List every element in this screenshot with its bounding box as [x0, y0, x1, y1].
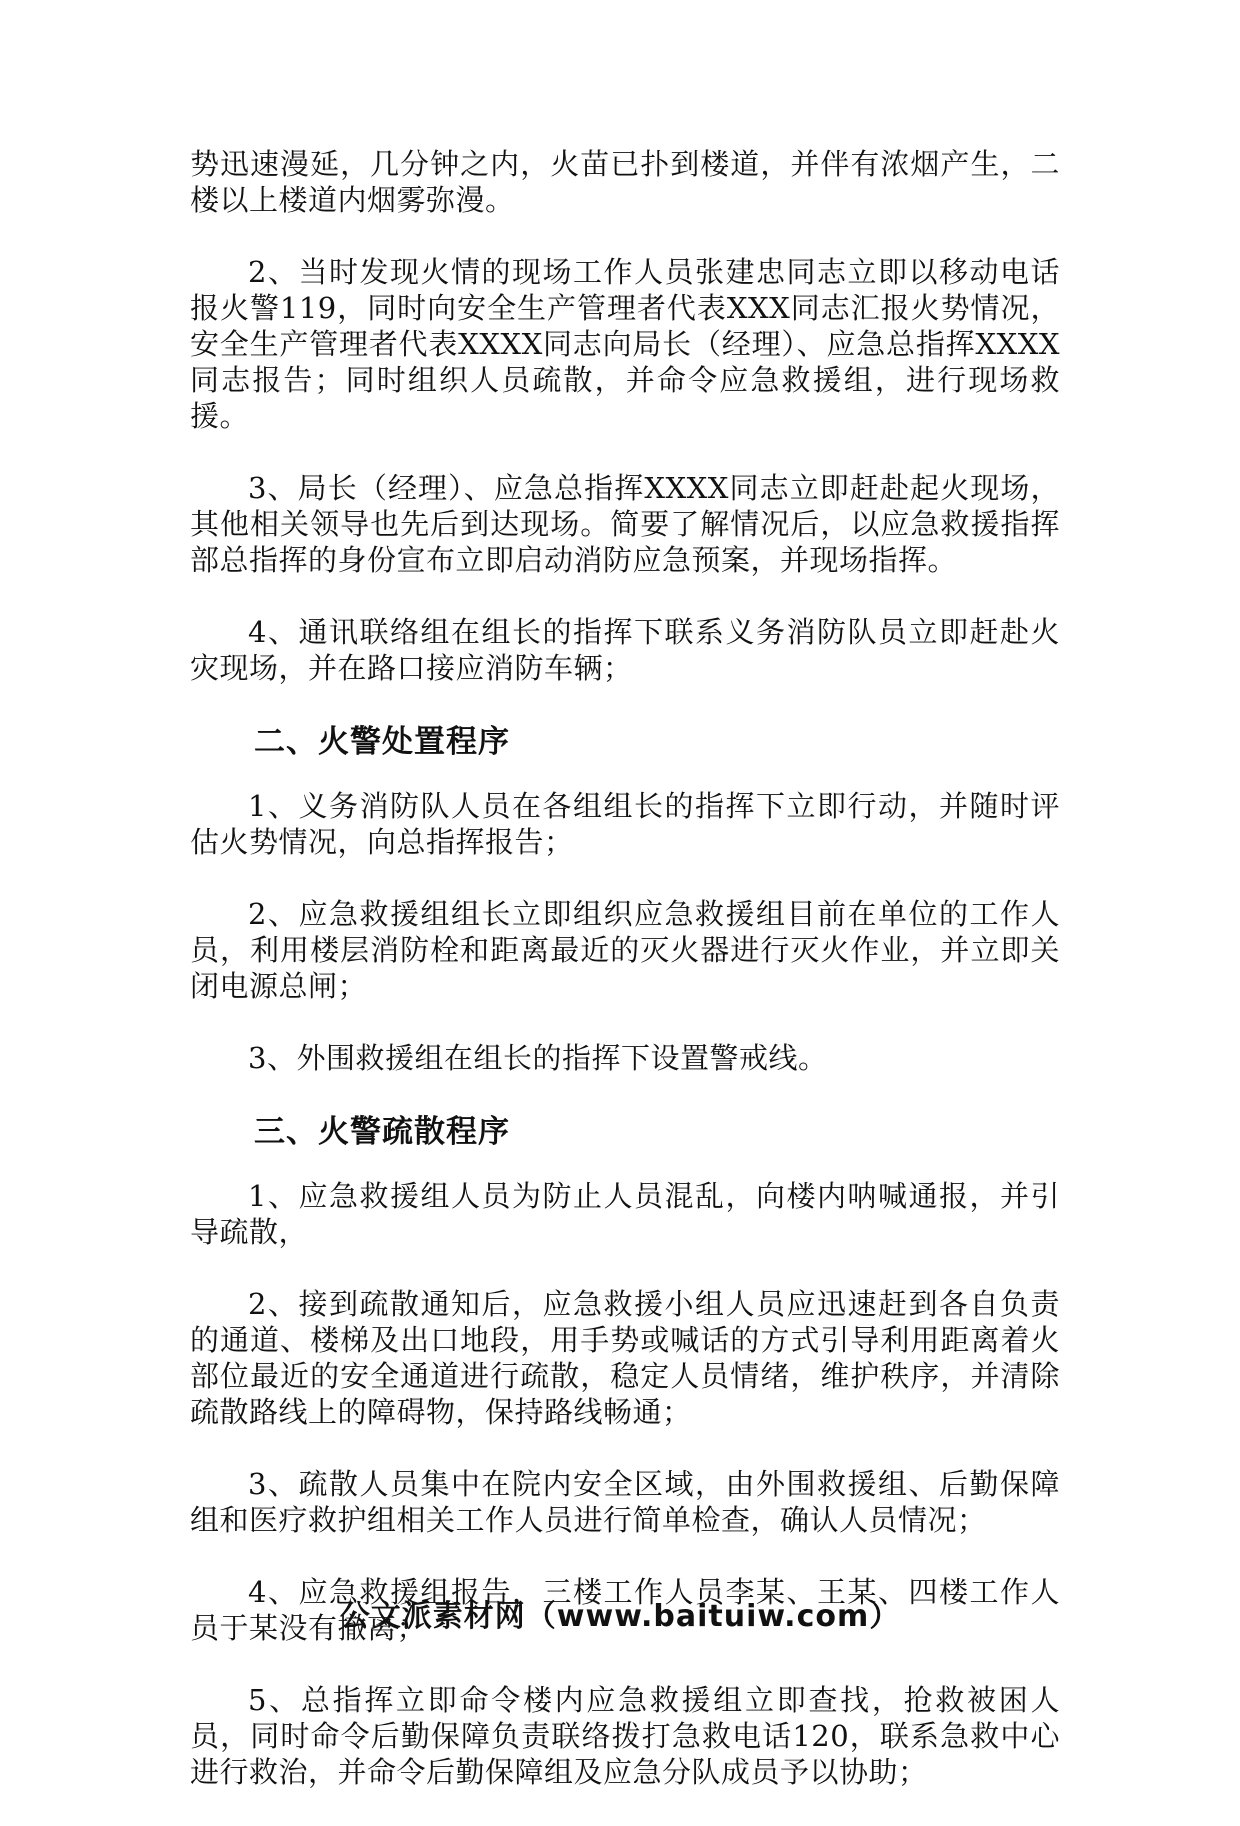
paragraph-handling-1: 1、义务消防队人员在各组组长的指挥下立即行动，并随时评估火势情况，向总指挥报告； — [190, 789, 1060, 859]
heading-fire-evacuation: 三、火警疏散程序 — [254, 1114, 510, 1150]
paragraph-evacuation-3: 3、疏散人员集中在院内安全区域，由外围救援组、后勤保障组和医疗救护组相关工作人员进行简单检查，确认人员情况； — [190, 1467, 1060, 1537]
paragraph-evacuation-5: 5、总指挥立即命令楼内应急救援组立即查找，抢救被困人员，同时命令后勤保障负责联络拨打急救电话120，联系急救中心进行救治，并命令后勤保障组及应急分队成员予以协助； — [190, 1683, 1060, 1789]
footer-watermark: 公文派素材网（www.baituiw.com） — [339, 1599, 901, 1634]
paragraph-continued-fire-spread: 势迅速漫延，几分钟之内，火苗已扑到楼道，并伴有浓烟产生，二楼以上楼道内烟雾弥漫。 — [190, 147, 1060, 217]
document-body — [190, 146, 1060, 1826]
paragraph-handling-2: 2、应急救援组组长立即组织应急救援组目前在单位的工作人员，利用楼层消防栓和距离最近的灭火器进行灭火作业，并立即关闭电源总闸； — [190, 897, 1060, 1003]
paragraph-handling-3: 3、外围救援组在组长的指挥下设置警戒线。 — [248, 1041, 828, 1075]
paragraph-report-4: 4、通讯联络组在组长的指挥下联系义务消防队员立即赶赴火灾现场，并在路口接应消防车辆； — [190, 615, 1060, 685]
paragraph-evacuation-2: 2、接到疏散通知后，应急救援小组人员应迅速赶到各自负责的通道、楼梯及出口地段，用手势或喊话的方式引导利用距离着火部位最近的安全通道进行疏散，稳定人员情绪，维护秩序，并清除疏散路线上的障碍物，保持路线畅通； — [190, 1287, 1060, 1429]
paragraph-evacuation-4: 4、应急救援组报告，三楼工作人员李某、王某、四楼工作人员于某没有撤离； — [190, 1575, 1060, 1645]
heading-fire-handling: 二、火警处置程序 — [254, 724, 510, 760]
paragraph-evacuation-1: 1、应急救援组人员为防止人员混乱，向楼内呐喊通报，并引导疏散， — [190, 1179, 1060, 1249]
paragraph-report-3: 3、局长（经理）、应急总指挥XXXX同志立即赶赴起火现场，其他相关领导也先后到达现场。简要了解情况后，以应急救援指挥部总指挥的身份宣布立即启动消防应急预案，并现场指挥。 — [190, 471, 1060, 577]
paragraph-report-2: 2、当时发现火情的现场工作人员张建忠同志立即以移动电话报火警119，同时向安全生产管理者代表XXX同志汇报火势情况，安全生产管理者代表XXXX同志向局长（经理）、应急总指挥XXXX同志报告；同时组织人员疏散，并命令应急救援组，进行现场救援。 — [190, 255, 1060, 433]
